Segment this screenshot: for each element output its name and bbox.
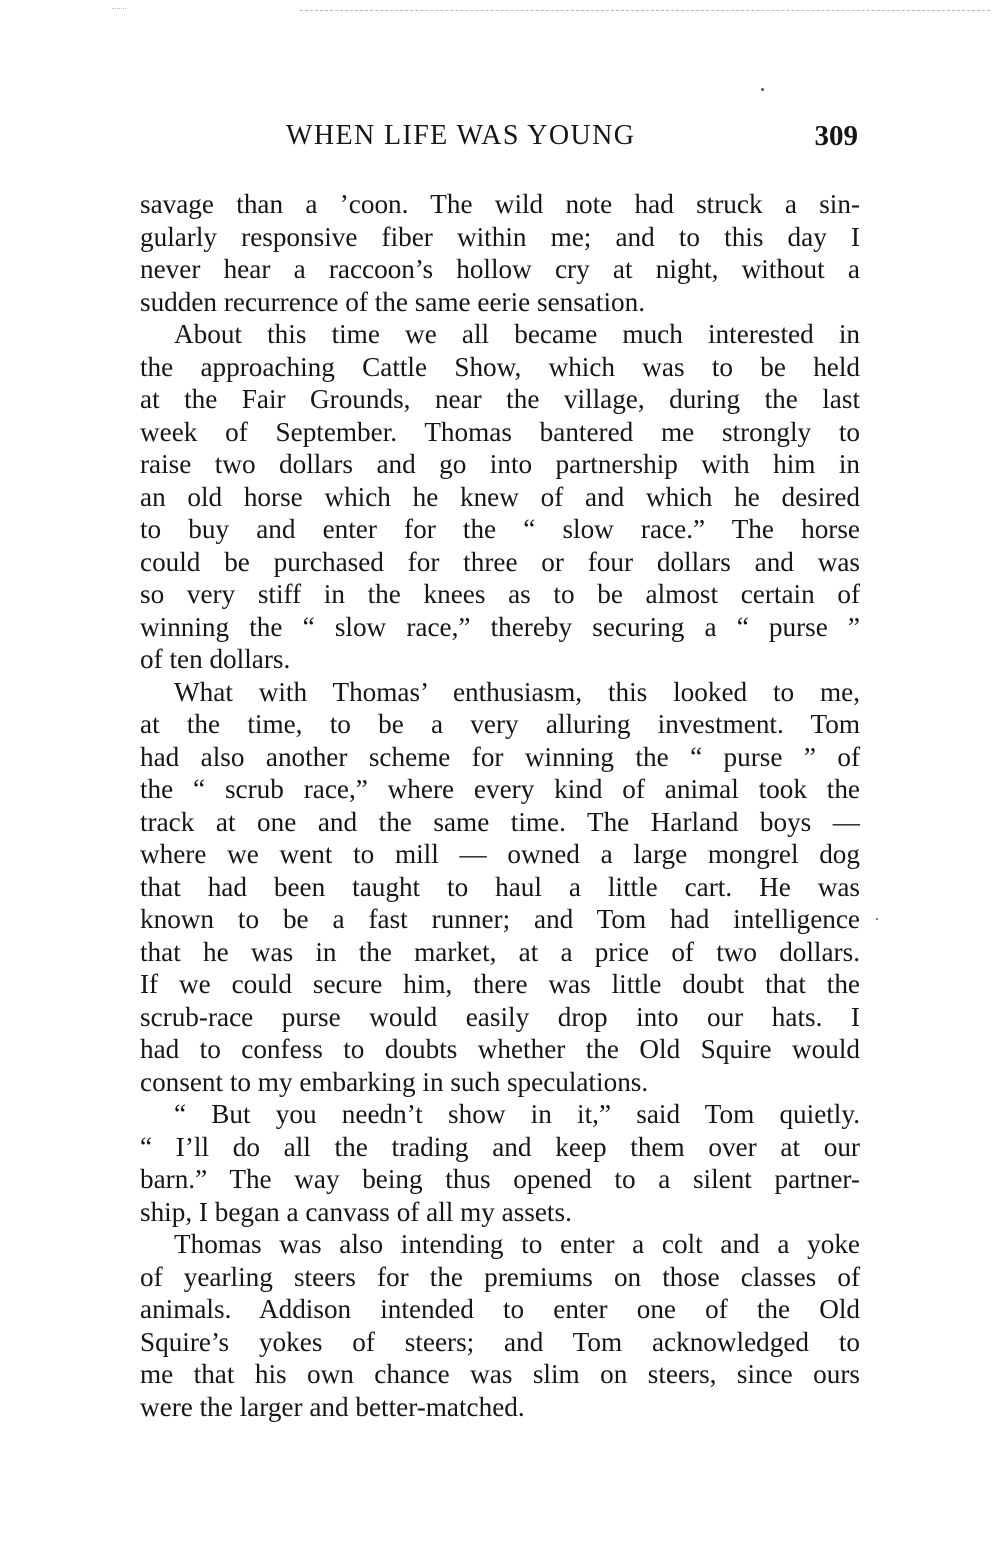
text-line: known to be a fast runner; and Tom had intelligence — [140, 904, 860, 934]
page-number: 309 — [814, 120, 858, 152]
text-line: sudden recurrence of the same eerie sensation. — [140, 286, 645, 317]
text-line: of yearling steers for the premiums on those classes of — [140, 1261, 860, 1292]
text-line: where we went to mill — owned a large mongrel dog — [140, 839, 860, 869]
text-line: so very stiff in the knees as to be almost certain of — [140, 579, 860, 609]
text-line: that he was in the market, at a price of two dollars. — [140, 936, 860, 967]
text-line: If we could secure him, there was little doubt that the — [140, 969, 860, 999]
text-line: to buy and enter for the “ slow race.” The horse — [140, 514, 860, 544]
text-line: had also another scheme for winning the “ purse ” of — [140, 741, 860, 772]
text-line: could be purchased for three or four dollars and was — [140, 546, 860, 577]
scan-speck — [761, 88, 764, 91]
text-line: me that his own chance was slim on steers, since ours — [140, 1359, 860, 1389]
text-line: raise two dollars and go into partnership with him in — [140, 449, 860, 479]
text-line: an old horse which he knew of and which he desired — [140, 481, 860, 512]
text-line: Squire’s yokes of steers; and Tom acknowledged to — [140, 1326, 860, 1357]
running-head-title: WHEN LIFE WAS YOUNG — [286, 120, 636, 151]
text-line: week of September. Thomas bantered me strongly to — [140, 416, 860, 447]
text-line: What with Thomas’ enthusiasm, this looked to me, — [174, 676, 860, 707]
text-line: “ But you needn’t show in it,” said Tom quietly. — [174, 1099, 860, 1129]
text-line: of ten dollars. — [140, 644, 291, 674]
text-line: had to confess to doubts whether the Old Squire would — [140, 1034, 860, 1064]
running-head — [140, 114, 860, 158]
text-line: the “ scrub race,” where every kind of animal took the — [140, 774, 860, 804]
scan-speck — [876, 918, 878, 920]
text-line: the approaching Cattle Show, which was to be held — [140, 351, 860, 382]
text-line: never hear a raccoon’s hollow cry at night, without a — [140, 254, 860, 284]
text-line: gularly responsive fiber within me; and to this day I — [140, 221, 860, 252]
text-line: ship, I began a canvass of all my assets. — [140, 1196, 572, 1227]
text-line: animals. Addison intended to enter one of the Old — [140, 1294, 860, 1324]
text-line: Thomas was also intending to enter a colt and a yoke — [174, 1229, 860, 1259]
text-line: consent to my embarking in such speculations. — [140, 1066, 649, 1097]
text-line: at the time, to be a very alluring investment. Tom — [140, 709, 860, 739]
text-line: savage than a ’coon. The wild note had struck a sin- — [140, 189, 860, 219]
scan-edge-mark — [300, 10, 990, 11]
text-line: “ I’ll do all the trading and keep them over at our — [140, 1131, 860, 1162]
text-line: About this time we all became much interested in — [174, 319, 860, 349]
text-line: were the larger and better-matched. — [140, 1391, 525, 1422]
text-line: barn.” The way being thus opened to a silent partner- — [140, 1164, 860, 1194]
text-line: scrub-race purse would easily drop into our hats. I — [140, 1001, 860, 1032]
body-text — [140, 188, 860, 1423]
scan-mark-left — [112, 8, 126, 9]
text-line: that had been taught to haul a little cart. He was — [140, 871, 860, 902]
text-line: winning the “ slow race,” thereby securing a “ purse ” — [140, 611, 860, 642]
text-line: at the Fair Grounds, near the village, during the last — [140, 384, 860, 414]
text-line: track at one and the same time. The Harland boys — — [140, 806, 860, 837]
